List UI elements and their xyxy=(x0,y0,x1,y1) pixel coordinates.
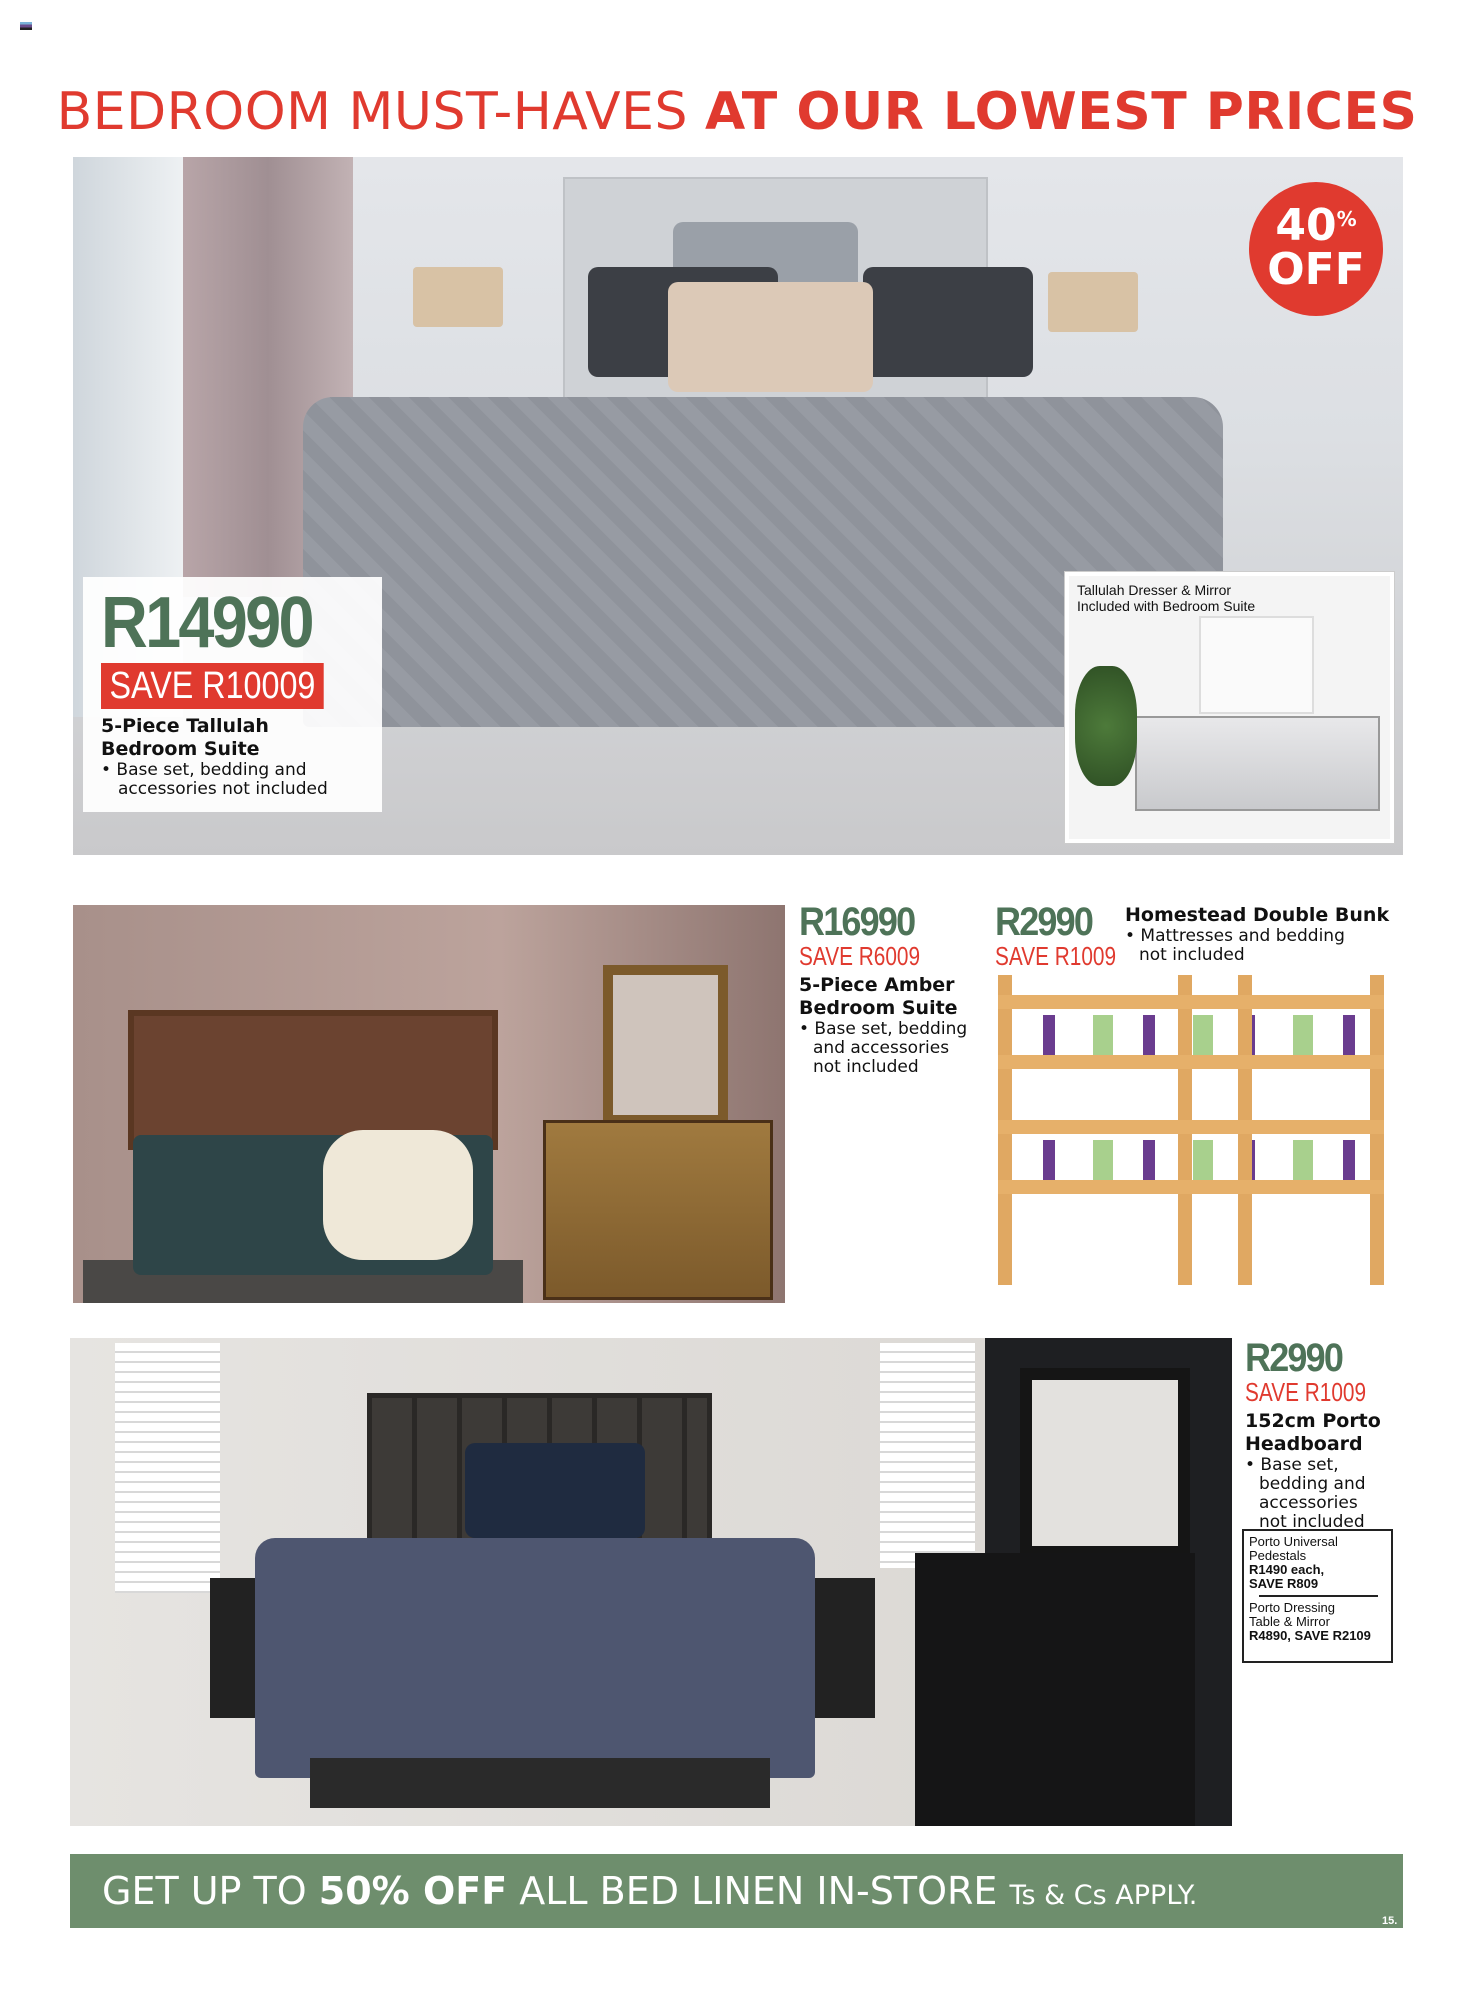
extra-text: Porto Dressing xyxy=(1249,1600,1335,1615)
headline-regular: BEDROOM MUST-HAVES xyxy=(56,82,706,142)
banner-text: GET UP TO xyxy=(102,1869,319,1913)
badge-percent: 40 xyxy=(1275,200,1337,251)
lamp-icon xyxy=(1048,272,1138,332)
amber-bedroom-photo xyxy=(73,905,785,1303)
page-headline xyxy=(0,82,1474,142)
product-note: not included xyxy=(1259,1512,1365,1532)
banner-bold: 50% OFF xyxy=(318,1869,508,1913)
caption-line: Tallulah Dresser & Mirror xyxy=(1077,582,1232,598)
mirror xyxy=(1020,1368,1190,1558)
save-amount: SAVE R1009 xyxy=(1245,1377,1367,1407)
price: R16990 xyxy=(799,900,915,944)
bed-base xyxy=(310,1758,770,1808)
dresser xyxy=(543,1120,773,1300)
product-name: 5-Piece Amber xyxy=(799,974,955,996)
product-note: accessories not included xyxy=(118,779,328,799)
headline-bold: AT OUR LOWEST PRICES xyxy=(705,82,1418,142)
brand-logo-icon xyxy=(20,22,32,30)
bed-linen-banner xyxy=(70,1854,1403,1928)
mattress xyxy=(1013,1015,1373,1055)
porto-bedroom-photo xyxy=(70,1338,1232,1826)
inset-caption xyxy=(1077,582,1255,614)
product-note: • Base set, xyxy=(1245,1455,1339,1475)
window-shutter xyxy=(880,1343,975,1568)
lamp-icon xyxy=(413,267,503,327)
porto-price-block xyxy=(1245,1338,1405,1532)
bunk-price-block xyxy=(995,902,1125,970)
amber-price-block xyxy=(799,902,989,1077)
extra-text: Table & Mirror xyxy=(1249,1614,1330,1629)
discount-badge xyxy=(1249,182,1383,316)
banner-text: ALL BED LINEN IN-STORE xyxy=(507,1869,1010,1913)
product-note: bedding and xyxy=(1259,1474,1366,1494)
extra-text: Porto Universal xyxy=(1249,1534,1338,1549)
extra-text: Pedestals xyxy=(1249,1548,1307,1563)
price: R2990 xyxy=(1245,1336,1343,1380)
product-name: 152cm Porto xyxy=(1245,1410,1381,1432)
product-name: Bedroom Suite xyxy=(101,738,260,760)
product-name: Bedroom Suite xyxy=(799,997,958,1019)
tallulah-dresser-inset xyxy=(1065,572,1394,843)
product-note: • Base set, bedding and xyxy=(101,760,307,780)
mirror xyxy=(1199,616,1314,714)
bed-rail xyxy=(998,1055,1384,1069)
throw xyxy=(323,1130,473,1260)
mattress xyxy=(1013,1140,1373,1180)
bed-rail xyxy=(998,995,1384,1009)
product-name: 5-Piece Tallulah xyxy=(101,715,269,737)
caption-line: Included with Bedroom Suite xyxy=(1077,598,1256,614)
badge-sign: % xyxy=(1336,207,1357,231)
banner-terms: Ts & Cs APPLY. xyxy=(1009,1880,1198,1911)
save-amount: SAVE R6009 xyxy=(799,941,921,971)
porto-extras-box xyxy=(1242,1529,1393,1663)
plant xyxy=(1075,666,1137,786)
bed xyxy=(255,1538,815,1778)
product-note: accessories xyxy=(1259,1493,1358,1513)
bunk-bed-photo xyxy=(998,975,1385,1297)
product-note: not included xyxy=(1139,945,1245,965)
price: R2990 xyxy=(995,900,1093,944)
badge-off: OFF xyxy=(1267,244,1365,295)
dressing-table xyxy=(915,1553,1195,1826)
product-name: Headboard xyxy=(1245,1433,1363,1455)
bed-rail xyxy=(998,1120,1384,1134)
divider xyxy=(1259,1595,1378,1597)
headboard xyxy=(128,1010,498,1150)
bunk-description xyxy=(1125,904,1405,965)
product-note: not included xyxy=(813,1057,919,1077)
product-note: • Mattresses and bedding xyxy=(1125,926,1345,946)
pillow xyxy=(863,267,1033,377)
pillow xyxy=(668,282,873,392)
dresser xyxy=(1135,716,1380,811)
extra-price: R1490 each, xyxy=(1249,1562,1325,1577)
cushions xyxy=(465,1443,645,1538)
product-note: and accessories xyxy=(813,1038,950,1058)
product-note: • Base set, bedding xyxy=(799,1019,968,1039)
mirror xyxy=(603,965,728,1125)
bed-rail xyxy=(998,1180,1384,1194)
page-number: 15. xyxy=(1382,1915,1398,1927)
save-amount: SAVE R10009 xyxy=(101,663,324,709)
price: R14990 xyxy=(101,583,312,663)
tallulah-price-box xyxy=(83,577,382,812)
extra-price: R4890, SAVE R2109 xyxy=(1249,1628,1371,1643)
product-name: Homestead Double Bunk xyxy=(1125,904,1390,926)
save-amount: SAVE R1009 xyxy=(995,941,1117,971)
extra-save: SAVE R809 xyxy=(1249,1576,1319,1591)
window-shutter xyxy=(115,1343,220,1593)
